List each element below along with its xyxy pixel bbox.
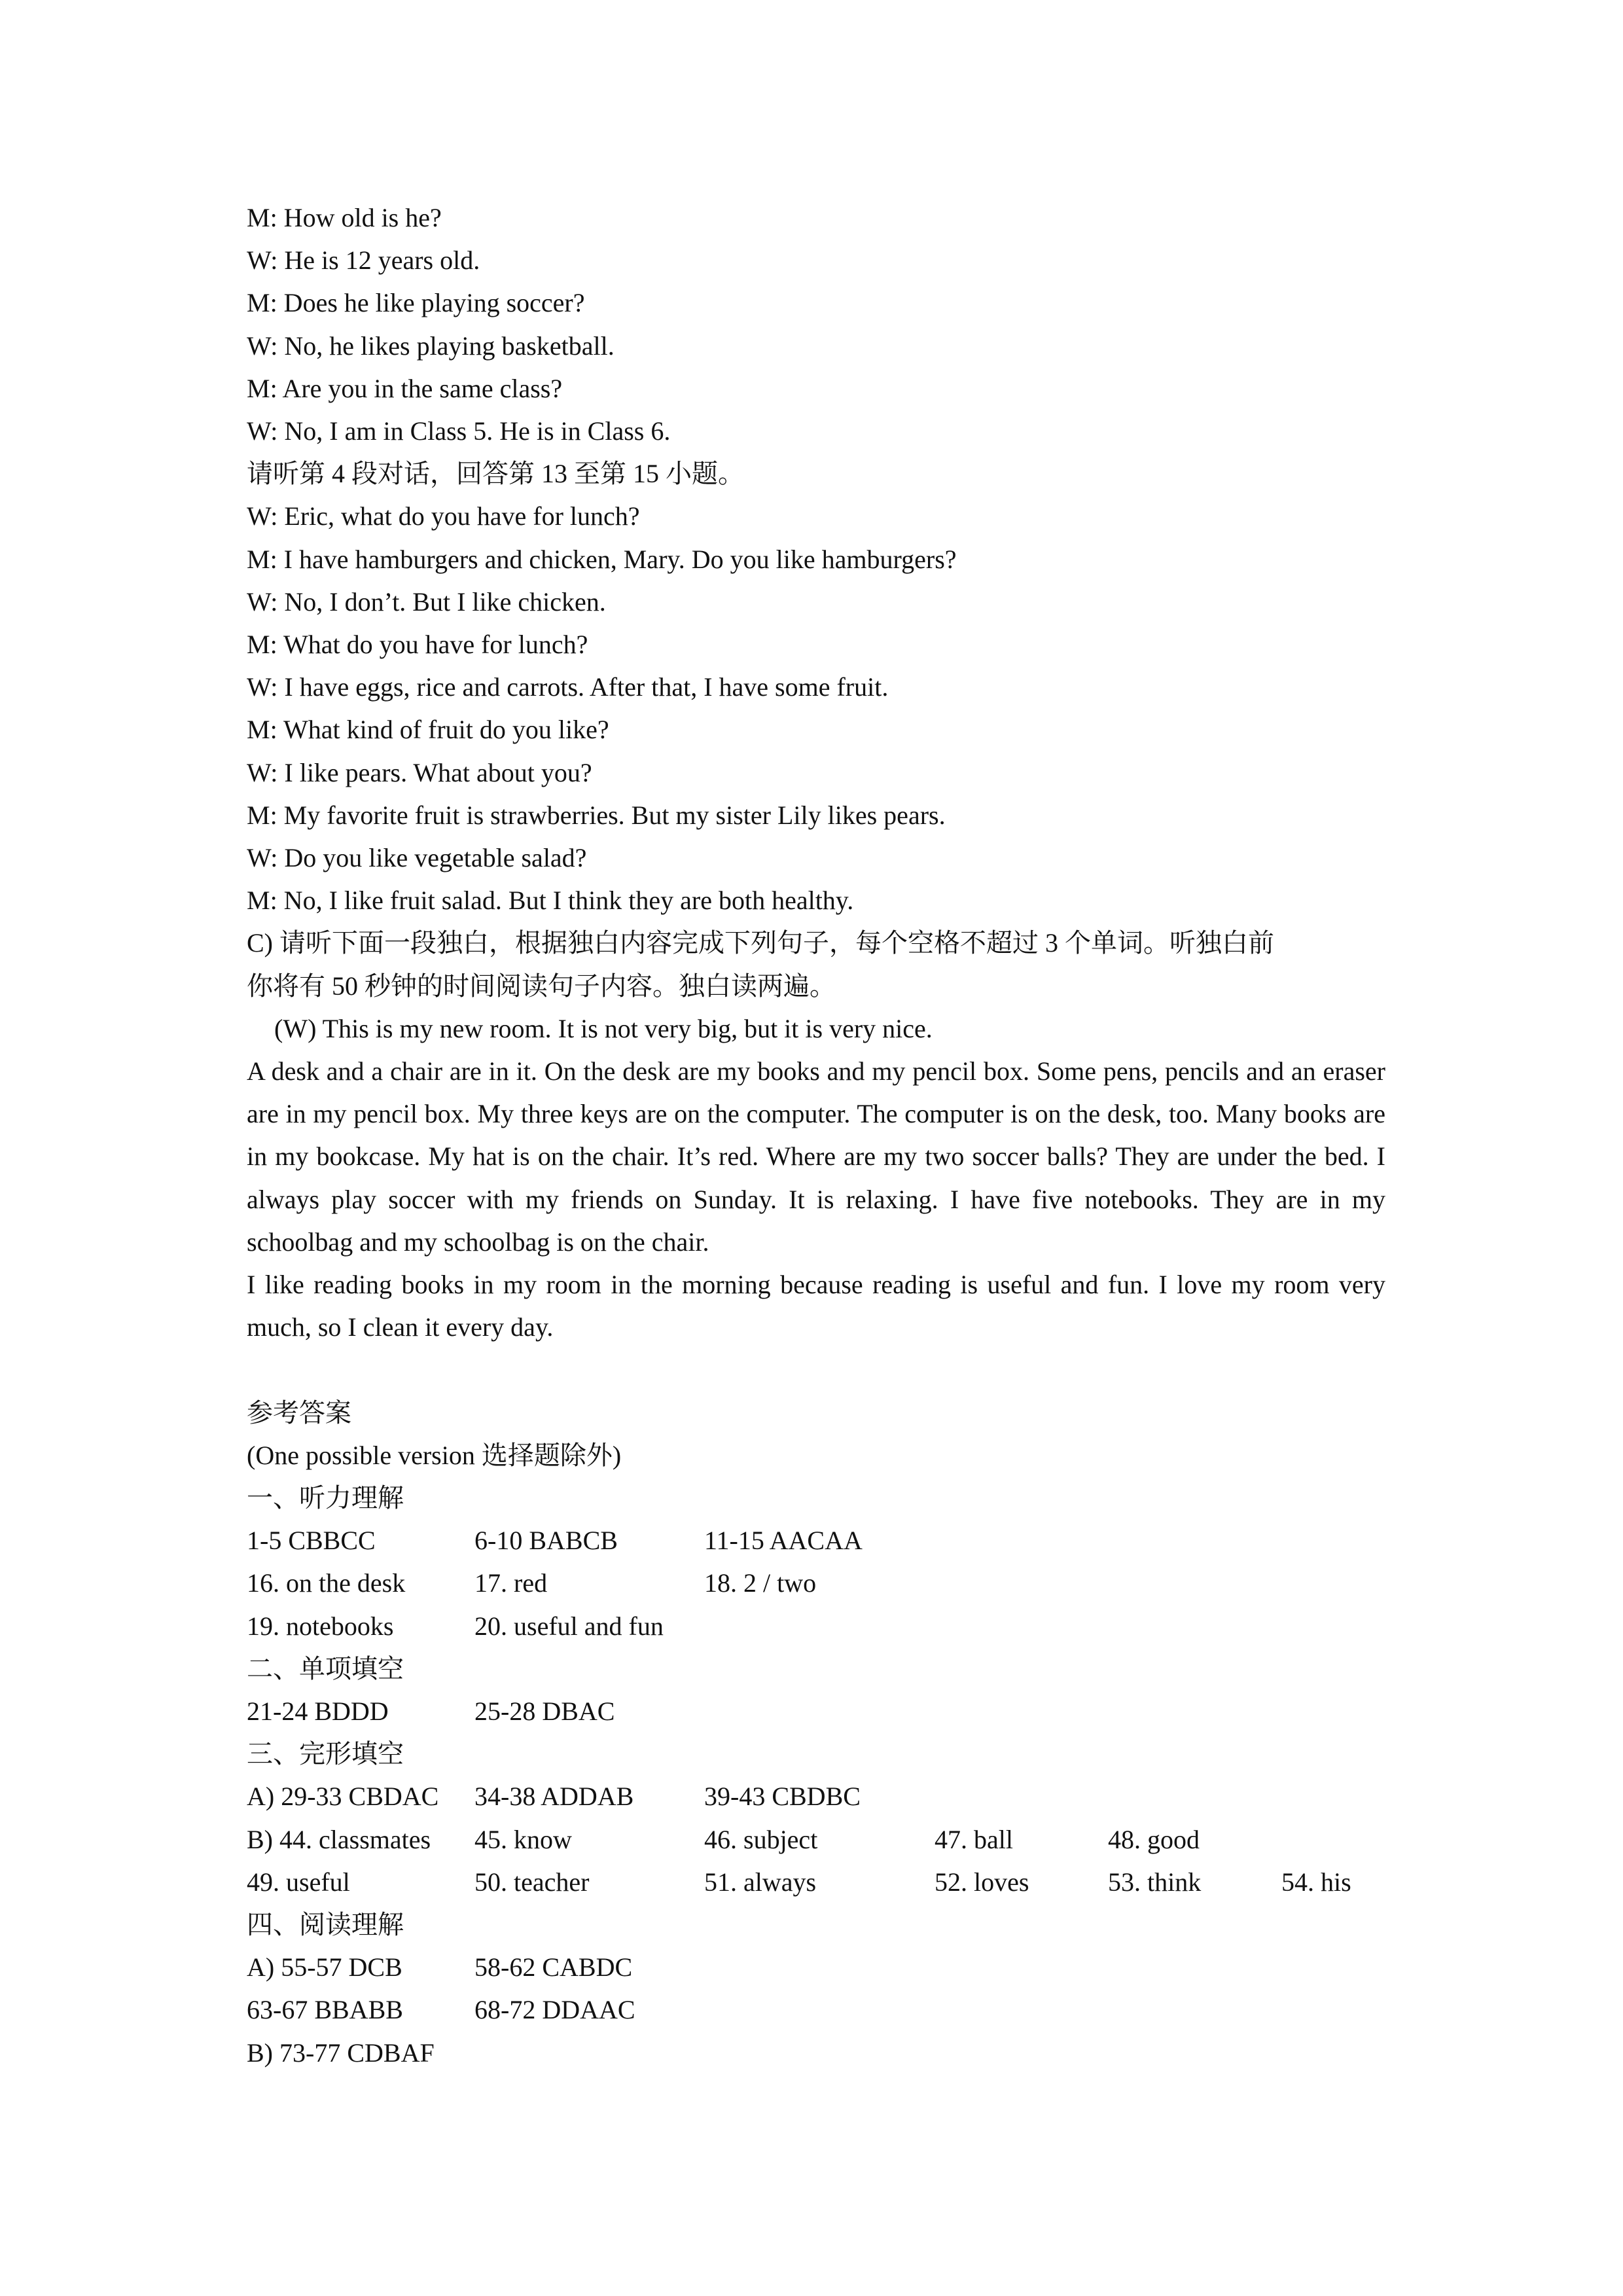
dialogue-line: W: He is 12 years old. bbox=[247, 245, 480, 276]
monologue-paragraph: A desk and a chair are in it. On the desk are my books and my pencil box. Some pens, pencils and an eraser are in my pencil box. My three keys are on the computer. The computer is on the desk, too. Many books are in my bookcase. My hat is on the chair. It’s red. Where are my two soccer balls? They are under the bed. I always play soccer with my friends on Sunday. It is relaxing. I have five notebooks. They are in my schoolbag and my schoolbag is on the chair. bbox=[247, 1056, 1385, 1257]
spacer bbox=[247, 1348, 1385, 1391]
dialogue-line: W: I have eggs, rice and carrots. After that, I have some fruit. bbox=[247, 672, 889, 702]
dialogue-line: M: My favorite fruit is strawberries. But my sister Lily likes pears. bbox=[247, 800, 946, 830]
answer-row bbox=[247, 1861, 1385, 1903]
answer-cell: B) 73-77 CDBAF bbox=[247, 2037, 435, 2068]
answer-cell: 19. notebooks bbox=[247, 1611, 394, 1641]
answer-cell: 16. on the desk bbox=[247, 1568, 406, 1598]
answer-cell: 21-24 BDDD bbox=[247, 1696, 389, 1727]
answer-row bbox=[247, 1818, 1385, 1861]
answer-cell: 25-28 DBAC bbox=[474, 1696, 615, 1727]
dialogue-4-instruction: 请听第 4 段对话，回答第 13 至第 15 小题。 bbox=[247, 459, 744, 489]
section-heading-reading: 四、阅读理解 bbox=[247, 1910, 404, 1939]
answer-cell: B) 44. classmates bbox=[247, 1824, 431, 1854]
answer-cell: 45. know bbox=[474, 1824, 572, 1854]
answer-cell: 46. subject bbox=[704, 1824, 818, 1854]
dialogue-line: W: No, he likes playing basketball. bbox=[247, 331, 615, 361]
dialogue-line: M: Are you in the same class? bbox=[247, 373, 563, 403]
dialogue-line: M: How old is he? bbox=[247, 203, 442, 232]
answer-cell: 58-62 CABDC bbox=[474, 1952, 633, 1982]
answer-cell: 51. always bbox=[704, 1867, 817, 1897]
monologue-intro: (W) This is my new room. It is not very big, but it is very nice. bbox=[274, 1013, 933, 1043]
dialogue-line: M: Does he like playing soccer? bbox=[247, 288, 585, 318]
section-heading-single-choice: 二、单项填空 bbox=[247, 1653, 404, 1683]
answer-cell: 1-5 CBBCC bbox=[247, 1526, 376, 1556]
answer-cell: 47. ball bbox=[935, 1824, 1013, 1854]
answer-row bbox=[247, 1605, 1385, 1647]
answer-row bbox=[247, 1690, 1385, 1732]
dialogue-line: W: No, I am in Class 5. He is in Class 6. bbox=[247, 416, 671, 446]
section-c-instruction-line-2: 你将有 50 秒钟的时间阅读句子内容。独白读两遍。 bbox=[247, 971, 836, 1001]
section-heading-listening: 一、听力理解 bbox=[247, 1483, 404, 1513]
dialogue-line: W: Do you like vegetable salad? bbox=[247, 843, 587, 873]
answer-cell: 20. useful and fun bbox=[474, 1611, 664, 1641]
dialogue-line: M: I have hamburgers and chicken, Mary. Do you like hamburgers? bbox=[247, 544, 957, 574]
answer-cell: 34-38 ADDAB bbox=[474, 1782, 634, 1812]
answer-cell: 68-72 DDAAC bbox=[474, 1995, 635, 2025]
answer-row bbox=[247, 1946, 1385, 1988]
answer-row bbox=[247, 1988, 1385, 2031]
answer-cell: 11-15 AACAA bbox=[704, 1526, 863, 1556]
answer-cell: 39-43 CBDBC bbox=[704, 1782, 861, 1812]
answer-cell: 18. 2 / two bbox=[704, 1568, 817, 1598]
dialogue-line: M: No, I like fruit salad. But I think they are both healthy. bbox=[247, 886, 854, 916]
answers-title: 参考答案 bbox=[247, 1397, 351, 1427]
answer-cell: 54. his bbox=[1281, 1867, 1351, 1897]
dialogue-line: W: I like pears. What about you? bbox=[247, 757, 592, 787]
section-heading-cloze: 三、完形填空 bbox=[247, 1739, 404, 1769]
answer-row bbox=[247, 1775, 1385, 1818]
answer-row bbox=[247, 2032, 1385, 2074]
answer-cell: A) 55-57 DCB bbox=[247, 1952, 402, 1982]
answer-row bbox=[247, 1562, 1385, 1604]
answer-cell: 49. useful bbox=[247, 1867, 350, 1897]
answers-note: (One possible version 选择题除外) bbox=[247, 1440, 622, 1470]
answer-cell: 48. good bbox=[1108, 1824, 1200, 1854]
answer-cell: 53. think bbox=[1108, 1867, 1202, 1897]
dialogue-line: W: No, I don’t. But I like chicken. bbox=[247, 586, 606, 617]
answer-row bbox=[247, 1519, 1385, 1562]
answer-cell: A) 29-33 CBDAC bbox=[247, 1782, 439, 1812]
dialogue-line: M: What kind of fruit do you like? bbox=[247, 715, 609, 745]
dialogue-line: M: What do you have for lunch? bbox=[247, 630, 588, 660]
answer-cell: 17. red bbox=[474, 1568, 548, 1598]
answer-cell: 52. loves bbox=[935, 1867, 1029, 1897]
section-c-instruction-line-1: C) 请听下面一段独白，根据独白内容完成下列句子，每个空格不超过 3 个单词。听独白前 bbox=[247, 928, 1274, 958]
answer-cell: 50. teacher bbox=[474, 1867, 590, 1897]
document-body bbox=[247, 196, 1385, 2074]
monologue-paragraph: I like reading books in my room in the morning because reading is useful and fun. I love my room very much, so I clean it every day. bbox=[247, 1270, 1385, 1342]
answer-cell: 63-67 BBABB bbox=[247, 1995, 403, 2025]
answer-cell: 6-10 BABCB bbox=[474, 1526, 618, 1556]
dialogue-line: W: Eric, what do you have for lunch? bbox=[247, 501, 640, 531]
